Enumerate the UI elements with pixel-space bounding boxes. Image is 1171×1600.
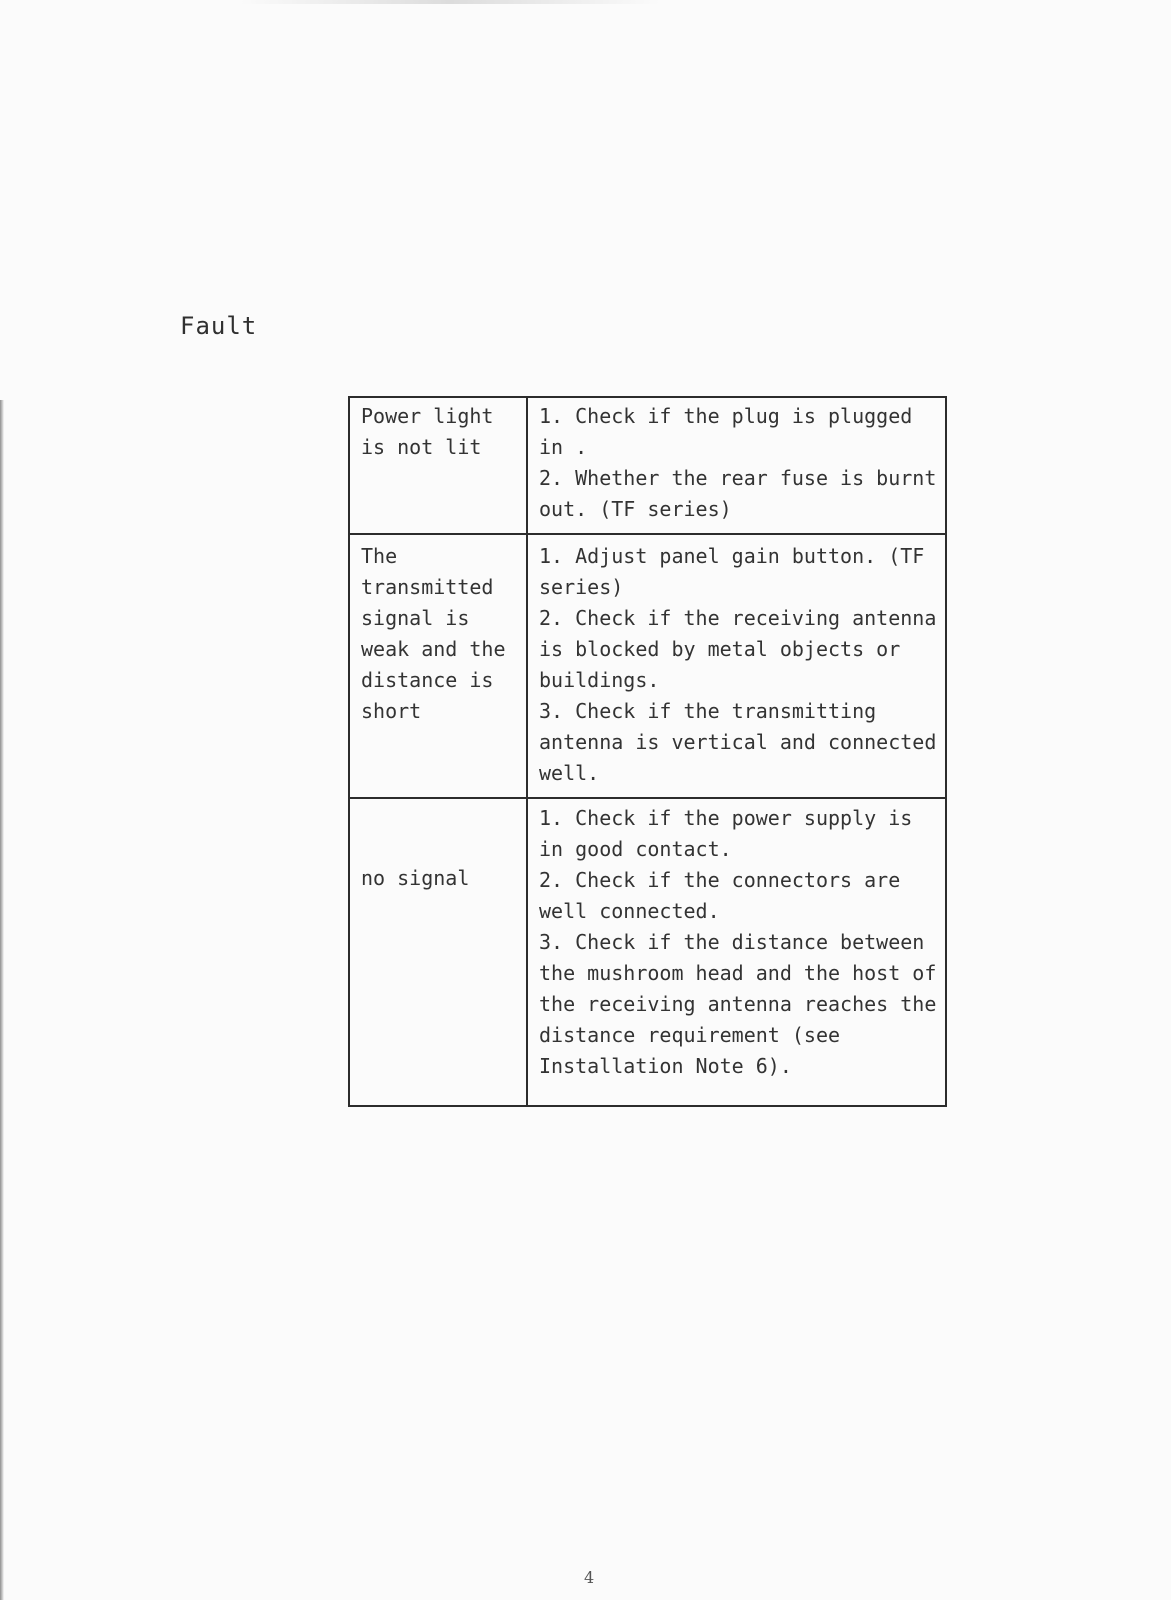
symptom-cell: The transmitted signal is weak and the distance is short — [349, 534, 527, 798]
remedy-step: 2. Check if the connectors are well connected. — [539, 868, 901, 923]
remedy-step: 3. Check if the distance between the mushroom head and the host of the receiving antenna reaches the distance requirement (see Installation Note 6). — [539, 930, 937, 1078]
table-row — [349, 798, 946, 1106]
remedy-step: 1. Check if the plug is plugged in . — [539, 404, 913, 459]
page-heading: Fault — [180, 312, 258, 340]
scan-top-shadow — [240, 0, 660, 4]
remedy-step: 2. Whether the rear fuse is burnt out. (TF series) — [539, 466, 937, 521]
table-row — [349, 397, 946, 534]
remedy-step: 2. Check if the receiving antenna is blocked by metal objects or buildings. — [539, 606, 937, 692]
symptom-cell: Power light is not lit — [349, 397, 527, 534]
scan-page-edge — [0, 400, 4, 1600]
table-row — [349, 534, 946, 798]
remedy-cell — [527, 397, 946, 534]
remedy-cell — [527, 798, 946, 1106]
remedy-step: 1. Check if the power supply is in good contact. — [539, 806, 913, 861]
remedy-step: 1. Adjust panel gain button. (TF series) — [539, 544, 925, 599]
symptom-cell: no signal — [349, 798, 527, 1106]
remedy-step: 3. Check if the transmitting antenna is vertical and connected well. — [539, 699, 937, 785]
page-number: 4 — [584, 1568, 595, 1587]
fault-table — [348, 396, 947, 1107]
remedy-cell — [527, 534, 946, 798]
